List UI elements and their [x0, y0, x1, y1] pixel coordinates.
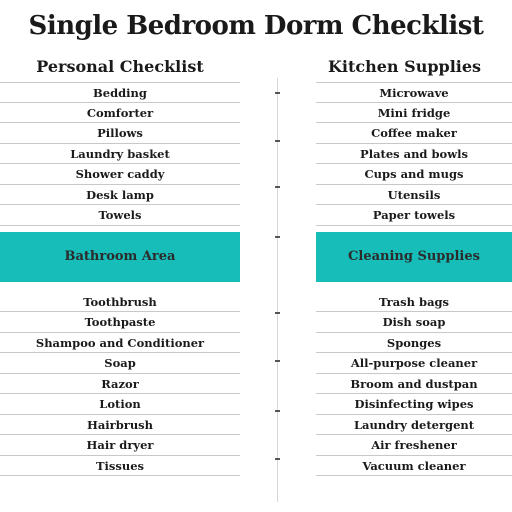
list-item: Mini fridge: [316, 103, 512, 124]
list-item: Pillows: [0, 123, 240, 144]
list-item: Cups and mugs: [316, 164, 512, 185]
list-item: Comforter: [0, 103, 240, 124]
list-item: Utensils: [316, 185, 512, 206]
list-item: Plates and bowls: [316, 144, 512, 165]
divider-tick: [275, 410, 280, 412]
list-item: Vacuum cleaner: [316, 456, 512, 477]
list-item: Toothpaste: [0, 312, 240, 333]
list-item: Towels: [0, 205, 240, 226]
list-item: Coffee maker: [316, 123, 512, 144]
list-item: Desk lamp: [0, 185, 240, 206]
list-item: Sponges: [316, 333, 512, 354]
right-section-band: Cleaning Supplies: [316, 232, 512, 282]
divider-tick: [275, 360, 280, 362]
list-item: Laundry detergent: [316, 415, 512, 436]
divider-tick: [275, 140, 280, 142]
list-item: Dish soap: [316, 312, 512, 333]
list-item: Hairbrush: [0, 415, 240, 436]
left-rows-top: [0, 82, 240, 226]
list-item: Toothbrush: [0, 292, 240, 313]
divider-tick: [275, 312, 280, 314]
list-item: Microwave: [316, 82, 512, 103]
list-item: Disinfecting wipes: [316, 394, 512, 415]
list-item: Tissues: [0, 456, 240, 477]
divider-tick: [275, 458, 280, 460]
right-rows-top: [316, 82, 512, 226]
divider-tick: [275, 92, 280, 94]
right-rows-bottom: [316, 292, 512, 477]
list-item: Trash bags: [316, 292, 512, 313]
list-item: Laundry basket: [0, 144, 240, 165]
divider-tick: [275, 236, 280, 238]
right-column-header: Kitchen Supplies: [328, 57, 482, 76]
list-item: All-purpose cleaner: [316, 353, 512, 374]
list-item: Shampoo and Conditioner: [0, 333, 240, 354]
page-title: Single Bedroom Dorm Checklist: [28, 11, 484, 41]
left-section-band: Bathroom Area: [0, 232, 240, 282]
list-item: Air freshener: [316, 435, 512, 456]
list-item: Lotion: [0, 394, 240, 415]
list-item: Soap: [0, 353, 240, 374]
list-item: Bedding: [0, 82, 240, 103]
list-item: Broom and dustpan: [316, 374, 512, 395]
list-item: Shower caddy: [0, 164, 240, 185]
divider-tick: [275, 186, 280, 188]
left-rows-bottom: [0, 292, 240, 477]
list-item: Razor: [0, 374, 240, 395]
left-column-header: Personal Checklist: [36, 57, 204, 76]
list-item: Hair dryer: [0, 435, 240, 456]
list-item: Paper towels: [316, 205, 512, 226]
left-column: [0, 52, 240, 476]
right-column: [316, 52, 512, 476]
